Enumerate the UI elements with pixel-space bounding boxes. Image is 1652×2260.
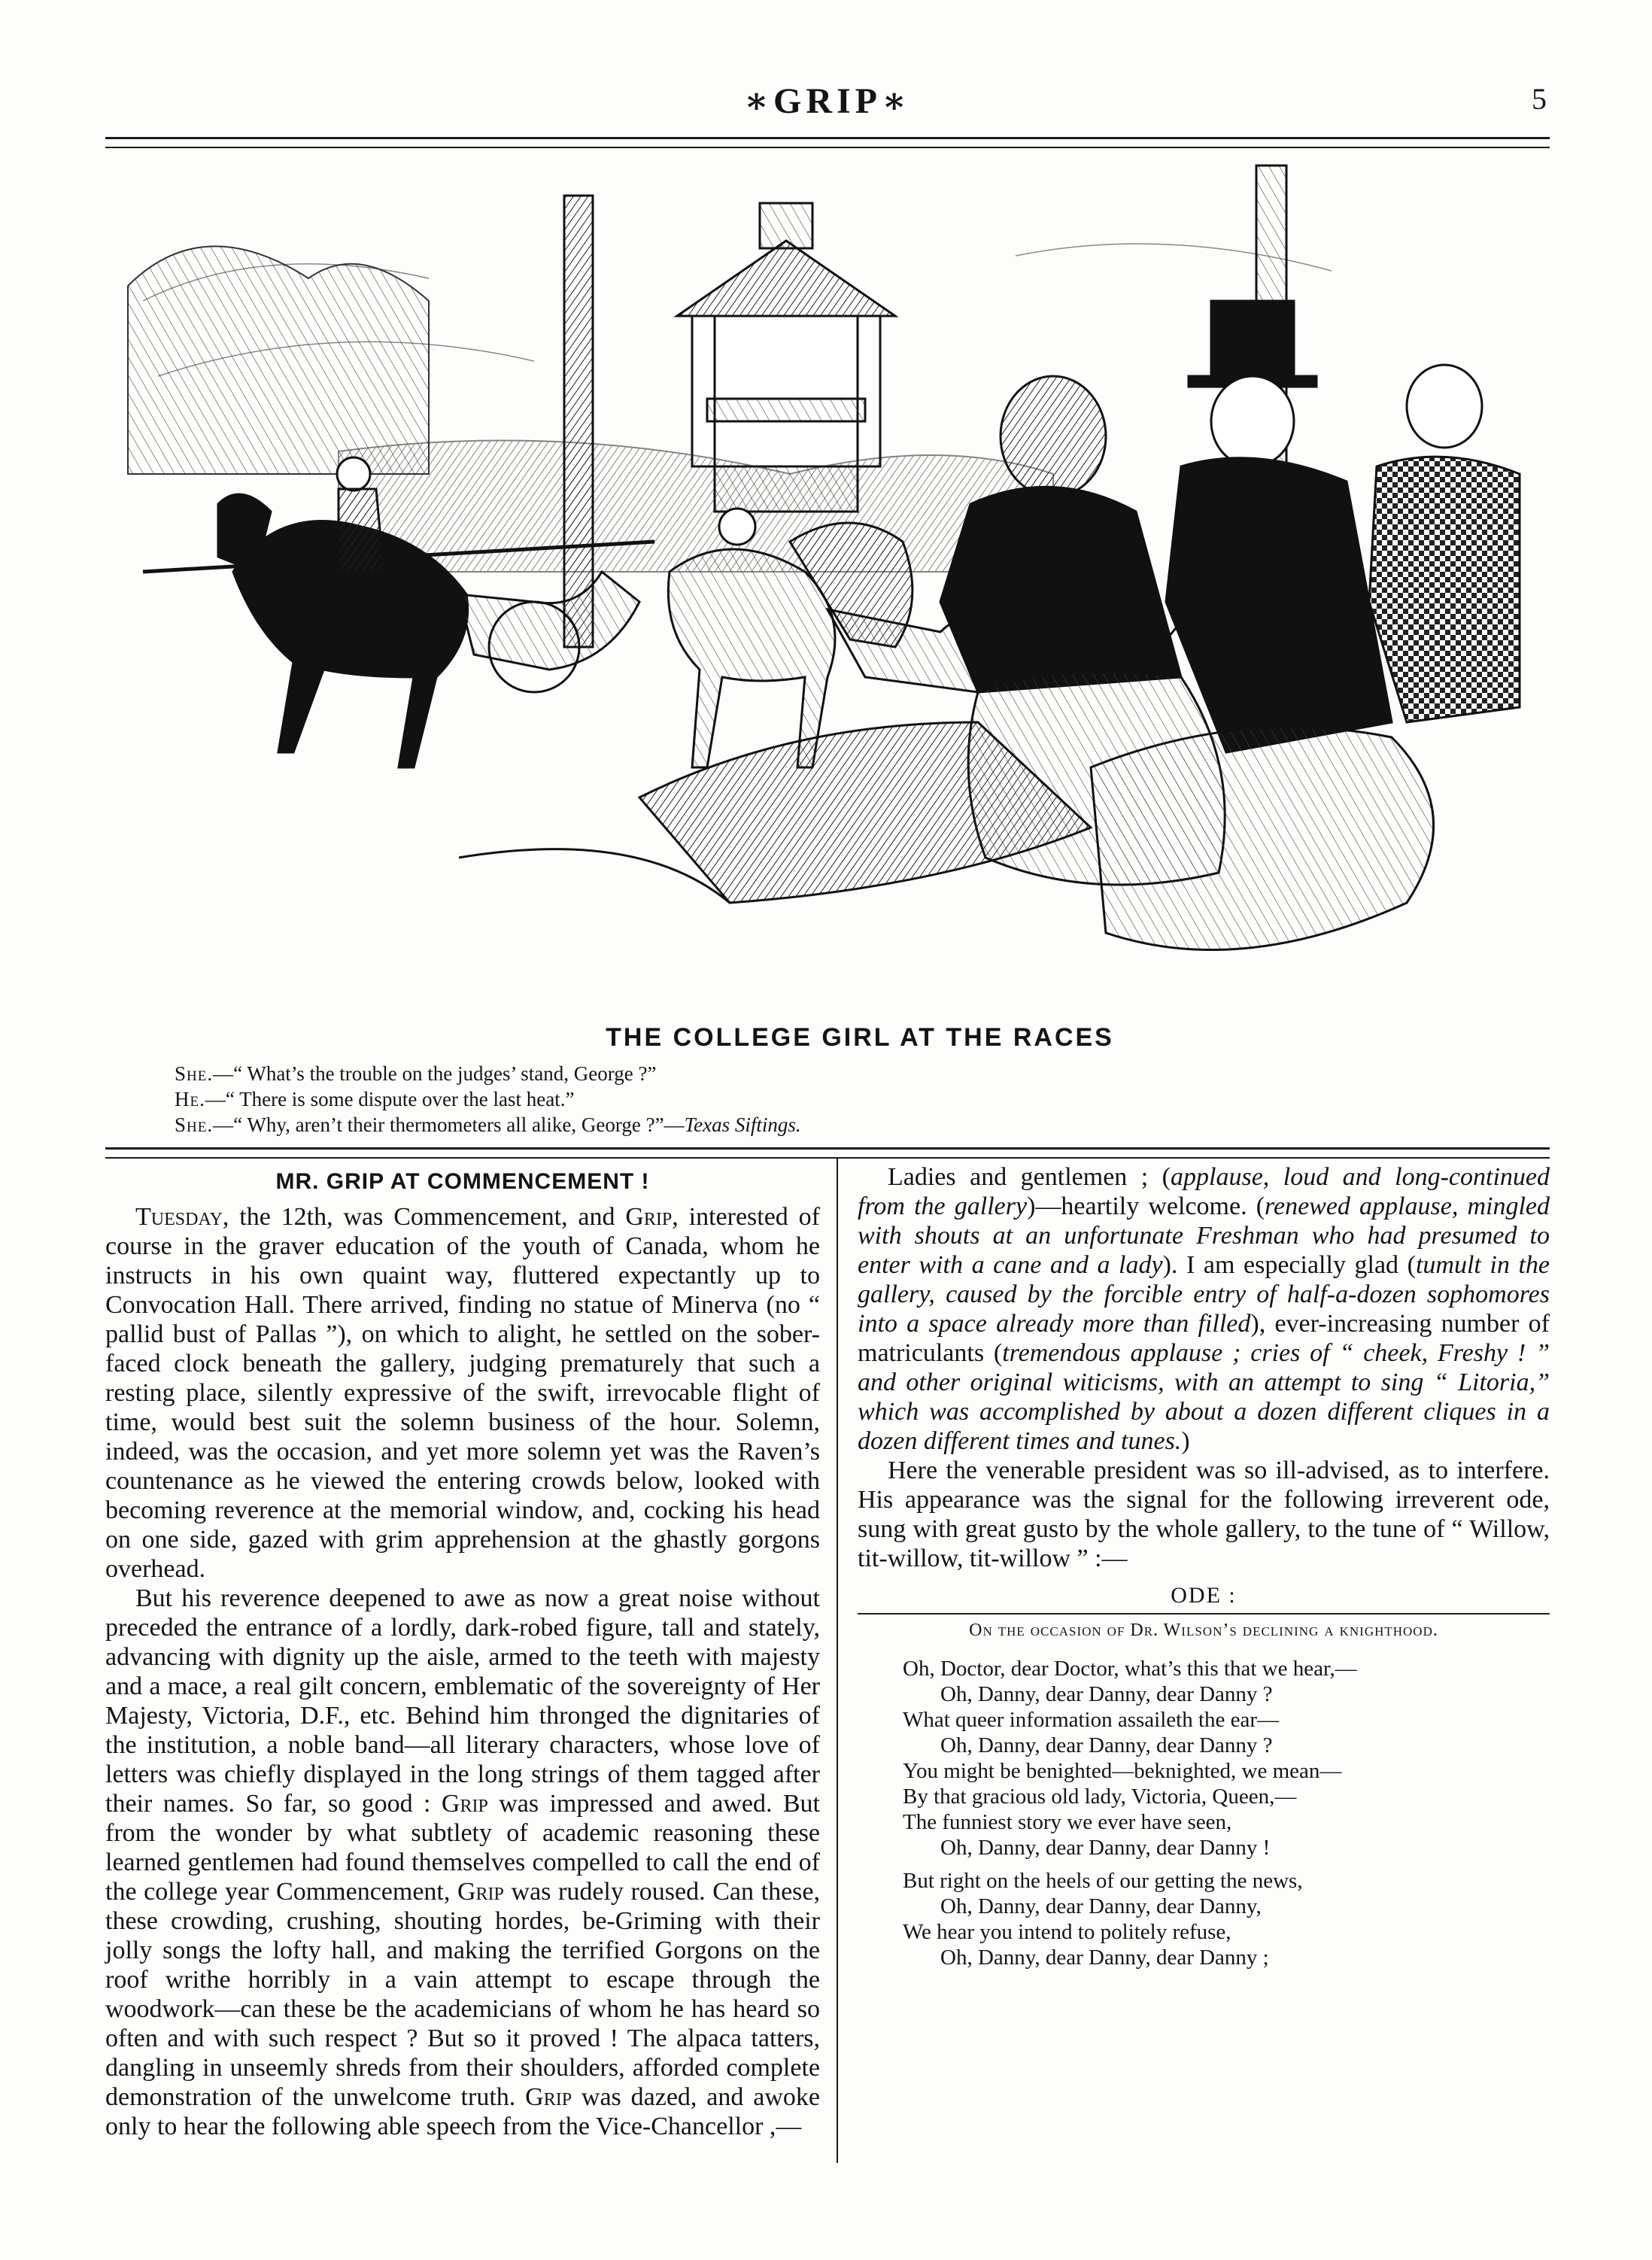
verse-line: By that gracious old lady, Victoria, Queen,— bbox=[903, 1785, 1297, 1809]
header-rule bbox=[105, 137, 1550, 148]
verse-line: Oh, Doctor, dear Doctor, what’s this that we hear,— bbox=[903, 1657, 1357, 1681]
article-paragraph bbox=[105, 1202, 820, 1584]
verse-line: Oh, Danny, dear Danny, dear Danny ; bbox=[940, 1946, 1269, 1970]
grip-name: Grip bbox=[441, 1790, 488, 1818]
lead-word: Tuesday, bbox=[135, 1203, 229, 1231]
text-run: But his reverence deepened to awe as now a great noise without preceded the entrance of a lordly, dark-robed figure, tall and stately, advancing with dignity up the aisle, armed to the teeth with majesty and a mace, a real gilt concern, emblematic of the sovereignty of Her Majesty, Victoria, D.F., etc. Behind him thronged the dignitaries of the institution, a noble band—all literary characters, whose love of letters was chiefly displayed in the long strings of them tagged after their names. So far, so good : bbox=[105, 1584, 820, 1818]
text-run: was dazed, and awoke only to hear the following able speech from the Vice-Chancellor ,— bbox=[105, 2083, 820, 2140]
ode-subtitle: On the occasion of Dr. Wilson’s declining a knighthood. bbox=[858, 1613, 1550, 1645]
dialogue-line bbox=[175, 1112, 1378, 1138]
text-run: Ladies and gentlemen ; ( bbox=[888, 1163, 1171, 1191]
text-run: ). I am especially glad ( bbox=[1162, 1251, 1416, 1279]
column-divider bbox=[837, 1159, 838, 2163]
article-column-left bbox=[105, 1162, 820, 2141]
stage-direction: renewed applause, mingled with shouts at an unfortunate Freshman who had presumed to enter with a cane and a lady bbox=[858, 1192, 1550, 1279]
verse-line: You might be benighted—beknighted, we mean— bbox=[903, 1759, 1342, 1783]
text-run: )—heartily welcome. ( bbox=[1027, 1192, 1265, 1220]
text-run: the 12th, was Commencement, and bbox=[229, 1203, 626, 1231]
article-paragraph: Here the venerable president was so ill-advised, as to interfere. His appearance was the signal for the following irreverent ode, sung with great gusto by the whole gallery, to the tune of “ Willow, tit-willow, tit-willow ” :— bbox=[858, 1457, 1550, 1572]
dialogue-line bbox=[175, 1086, 1378, 1112]
article-paragraph bbox=[105, 1584, 820, 2141]
masthead bbox=[105, 75, 1550, 135]
verse-line: Oh, Danny, dear Danny, dear Danny ? bbox=[940, 1682, 1273, 1706]
verse-line: We hear you intend to politely refuse, bbox=[903, 1920, 1231, 1944]
article-column-right bbox=[858, 1162, 1550, 1970]
caption-dialogue bbox=[175, 1061, 1378, 1138]
dialogue-text: —“ What’s the trouble on the judges’ stand, George ?” bbox=[213, 1062, 657, 1085]
dialogue-text: —“ There is some dispute over the last heat.” bbox=[205, 1088, 575, 1110]
dialogue-source: Texas Siftings. bbox=[684, 1113, 801, 1136]
speaker-label: She. bbox=[175, 1062, 214, 1085]
verse-line: But right on the heels of our getting the news, bbox=[903, 1869, 1303, 1893]
verse-line: Oh, Danny, dear Danny, dear Danny ? bbox=[940, 1733, 1273, 1757]
dialogue-line bbox=[175, 1061, 1378, 1086]
stage-direction: applause, loud and long-continued from the gallery bbox=[858, 1163, 1550, 1220]
text-run: ) bbox=[1181, 1427, 1190, 1455]
grip-name: Grip bbox=[525, 2083, 572, 2111]
racing-scene-engraving-icon bbox=[113, 150, 1527, 1023]
text-run: was impressed and awed. But from the wonder by what subtlety of academic reasoning these learned gentlemen had found themselves compelled to call the end of the college year Commencement, bbox=[105, 1790, 820, 1906]
verse-line: What queer information assaileth the ear— bbox=[903, 1708, 1280, 1732]
article-title: MR. GRIP AT COMMENCEMENT ! bbox=[275, 1169, 650, 1194]
text-run: interested of course in the graver education of the youth of Canada, whom he instructs in his own quaint way, fluttered expectantly up to Convocation Hall. There arrived, finding no statue of Minerva (no “ pallid bust of Pallas ”), on which to alight, he settled on the sober-faced clock beneath the gallery, judging prematurely that such a resting place, silently expressive of the swift, irrevocable flight of time, would best suit the solemn business of the hour. Solemn, indeed, was the occasion, and yet more solemn yet was the Raven’s countenance as he viewed the entering crowds below, looked with becoming reverence at the memorial window, and, cocking his head on one side, gazed with grim apprehension at the ghastly gorgons overhead. bbox=[105, 1203, 820, 1583]
grip-name: Grip, bbox=[625, 1203, 679, 1231]
illustration-caption-title: THE COLLEGE GIRL AT THE RACES bbox=[606, 1023, 1114, 1052]
dialogue-text: —“ Why, aren’t their thermometers all alike, George ?”— bbox=[213, 1113, 685, 1136]
racing-scene-illustration bbox=[113, 150, 1527, 1023]
verse-line: The funniest story we ever have seen, bbox=[903, 1810, 1232, 1834]
ode-verse bbox=[858, 1656, 1550, 1970]
ode-title: ODE : bbox=[1171, 1583, 1237, 1608]
page-number: 5 bbox=[1532, 82, 1547, 116]
verse-line: Oh, Danny, dear Danny, dear Danny ! bbox=[940, 1836, 1271, 1860]
speaker-label: She. bbox=[175, 1113, 214, 1136]
verse-line: Oh, Danny, dear Danny, dear Danny, bbox=[940, 1894, 1262, 1918]
text-run: was rudely roused. Can these, these crowding, crushing, shouting hordes, be-Griming with their jolly songs the lofty hall, and making the terrified Gorgons on the roof writhe horribly in a vain attempt to escape through the woodwork—can these be the academicians of whom he has heard so often and with such respect ? But so it proved ! The alpaca tatters, dangling in unseemly shreds from their shoulders, afforded complete demonstration of the unwelcome truth. bbox=[105, 1878, 820, 2111]
stage-direction: tremendous applause ; cries of “ cheek, Freshy ! ” and other original witicisms, with an attempt to sing “ Litoria,” which was accomplished by about a dozen different cliques in a dozen different times and tunes. bbox=[858, 1339, 1550, 1455]
text-run: ), ever-increasing number of matriculants ( bbox=[858, 1310, 1550, 1367]
article-paragraph bbox=[858, 1162, 1550, 1456]
section-rule bbox=[105, 1147, 1550, 1159]
stage-direction: tumult in the gallery, caused by the forcible entry of half-a-dozen sophomores into a space already more than filled bbox=[858, 1251, 1550, 1338]
publication-title: ∗GRIP∗ bbox=[743, 81, 912, 121]
speaker-label: He. bbox=[175, 1088, 205, 1110]
grip-name: Grip bbox=[457, 1878, 504, 1906]
